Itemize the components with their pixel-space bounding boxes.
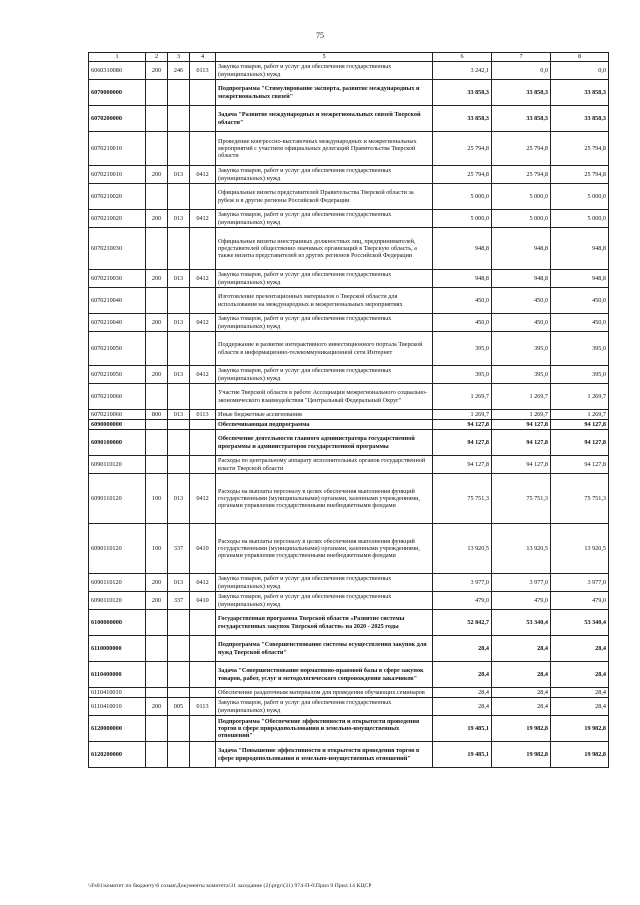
section-code: 0113 <box>190 62 216 80</box>
amount-year-2: 948,8 <box>492 228 551 270</box>
item-name: Иные бюджетные ассигнования <box>216 410 433 420</box>
budget-code: 6120200000 <box>89 742 146 768</box>
amount-year-3: 19 982,8 <box>551 742 609 768</box>
amount-year-2: 28,4 <box>492 688 551 698</box>
item-name: Подпрограмма "Обеспечение эффективности и открытости проведения торгов в сфере природопользования и земельно-имущественных отношений" <box>216 716 433 742</box>
amount-year-2: 94 127,8 <box>492 456 551 474</box>
amount-year-1: 3 242,1 <box>433 62 492 80</box>
section-code: 0412 <box>190 474 216 524</box>
item-name: Задача "Развитие международных и межрегиональных связей Тверской области" <box>216 106 433 132</box>
table-row <box>89 106 609 132</box>
budget-code: 6090110120 <box>89 592 146 610</box>
item-name: Подпрограмма "Совершенствование системы осуществления закупок для нужд Тверской области" <box>216 636 433 662</box>
amount-year-1: 450,0 <box>433 288 492 314</box>
item-name: Расходы по центральному аппарату исполнительных органов государственной власти Тверской области <box>216 456 433 474</box>
budget-code: 6110410010 <box>89 698 146 716</box>
section-code <box>190 288 216 314</box>
budget-code: 6070210010 <box>89 166 146 184</box>
section-code: 0412 <box>190 166 216 184</box>
amount-year-1: 1 269,7 <box>433 384 492 410</box>
expense-type-code: 200 <box>146 62 168 80</box>
amount-year-3: 28,4 <box>551 636 609 662</box>
expense-type-code <box>146 384 168 410</box>
item-name: Закупка товаров, работ и услуг для обеспечения государственных (муниципальных) нужд <box>216 698 433 716</box>
budget-code: 6070210020 <box>89 210 146 228</box>
amount-year-2: 25 794,8 <box>492 166 551 184</box>
department-code: 246 <box>168 62 190 80</box>
item-name: Поддержание и развитие интерактивного инвестиционного портала Тверской области в информационно-телекоммуникационной сети Интернет <box>216 332 433 366</box>
column-header: 4 <box>190 53 216 62</box>
amount-year-2: 3 977,0 <box>492 574 551 592</box>
amount-year-2: 75 751,3 <box>492 474 551 524</box>
amount-year-2: 53 340,4 <box>492 610 551 636</box>
column-header: 6 <box>433 53 492 62</box>
budget-table <box>88 52 609 768</box>
amount-year-1: 94 127,8 <box>433 456 492 474</box>
budget-code: 6070210050 <box>89 332 146 366</box>
amount-year-3: 94 127,8 <box>551 430 609 456</box>
amount-year-3: 948,8 <box>551 228 609 270</box>
section-code <box>190 106 216 132</box>
amount-year-3: 5 000,0 <box>551 184 609 210</box>
item-name: Подпрограмма "Стимулирование экспорта, развитие международных и межрегиональных связей" <box>216 80 433 106</box>
department-code <box>168 420 190 430</box>
budget-code: 6070200000 <box>89 106 146 132</box>
department-code <box>168 132 190 166</box>
amount-year-2: 948,8 <box>492 270 551 288</box>
table-row <box>89 184 609 210</box>
amount-year-2: 25 794,8 <box>492 132 551 166</box>
column-header: 2 <box>146 53 168 62</box>
amount-year-1: 19 485,1 <box>433 716 492 742</box>
page-number: 75 <box>316 31 324 40</box>
department-code: 013 <box>168 410 190 420</box>
item-name: Закупка товаров, работ и услуг для обеспечения государственных (муниципальных) нужд <box>216 210 433 228</box>
amount-year-1: 28,4 <box>433 698 492 716</box>
budget-code: 6090100000 <box>89 430 146 456</box>
budget-code: 6070210030 <box>89 270 146 288</box>
department-code: 005 <box>168 698 190 716</box>
amount-year-1: 3 977,0 <box>433 574 492 592</box>
budget-code: 6120000000 <box>89 716 146 742</box>
amount-year-2: 94 127,8 <box>492 420 551 430</box>
section-code <box>190 132 216 166</box>
budget-code: 6070210020 <box>89 184 146 210</box>
expense-type-code <box>146 80 168 106</box>
department-code: 013 <box>168 210 190 228</box>
amount-year-1: 52 842,7 <box>433 610 492 636</box>
table-row <box>89 384 609 410</box>
amount-year-3: 94 127,8 <box>551 456 609 474</box>
section-code <box>190 420 216 430</box>
item-name: Закупка товаров, работ и услуг для обеспечения государственных (муниципальных) нужд <box>216 270 433 288</box>
amount-year-2: 19 982,8 <box>492 742 551 768</box>
table-row <box>89 698 609 716</box>
item-name: Закупка товаров, работ и услуг для обеспечения государственных (муниципальных) нужд <box>216 366 433 384</box>
budget-code: 6110400000 <box>89 662 146 688</box>
section-code <box>190 384 216 410</box>
item-name: Задача "Совершенствование нормативно-правовой базы в сфере закупок товаров, работ, услуг и методологического сопровождения заказчиков" <box>216 662 433 688</box>
section-code: 0412 <box>190 574 216 592</box>
expense-type-code: 200 <box>146 366 168 384</box>
expense-type-code <box>146 228 168 270</box>
section-code <box>190 610 216 636</box>
table-row <box>89 610 609 636</box>
column-header: 3 <box>168 53 190 62</box>
amount-year-2: 19 982,8 <box>492 716 551 742</box>
budget-code: 6070210060 <box>89 410 146 420</box>
item-name: Расходы на выплаты персоналу в целях обеспечения выполнения функций государственными (муниципальными) органами, казенными учреждениями, органами управления государственными внебюджетными фондами <box>216 474 433 524</box>
item-name: Проведение конгрессно-выставочных международных и межрегиональных мероприятий с участием официальных делегаций Правительства Тверской области <box>216 132 433 166</box>
amount-year-3: 53 340,4 <box>551 610 609 636</box>
section-code <box>190 184 216 210</box>
department-code <box>168 456 190 474</box>
item-name: Закупка товаров, работ и услуг для обеспечения государственных (муниципальных) нужд <box>216 574 433 592</box>
section-code <box>190 430 216 456</box>
table-row <box>89 430 609 456</box>
amount-year-3: 3 977,0 <box>551 574 609 592</box>
expense-type-code: 200 <box>146 698 168 716</box>
amount-year-2: 28,4 <box>492 698 551 716</box>
amount-year-1: 479,0 <box>433 592 492 610</box>
amount-year-1: 94 127,8 <box>433 430 492 456</box>
amount-year-2: 5 000,0 <box>492 210 551 228</box>
table-row <box>89 270 609 288</box>
amount-year-3: 13 920,5 <box>551 524 609 574</box>
amount-year-2: 479,0 <box>492 592 551 610</box>
section-code: 0412 <box>190 366 216 384</box>
column-header: 7 <box>492 53 551 62</box>
budget-code: 6090000000 <box>89 420 146 430</box>
budget-code: 6110410010 <box>89 688 146 698</box>
amount-year-3: 450,0 <box>551 288 609 314</box>
department-code <box>168 688 190 698</box>
amount-year-1: 75 751,3 <box>433 474 492 524</box>
amount-year-1: 28,4 <box>433 636 492 662</box>
table-row <box>89 332 609 366</box>
table-row <box>89 420 609 430</box>
section-code <box>190 228 216 270</box>
amount-year-3: 948,8 <box>551 270 609 288</box>
department-code <box>168 430 190 456</box>
expense-type-code: 200 <box>146 592 168 610</box>
table-row <box>89 716 609 742</box>
table-row <box>89 474 609 524</box>
amount-year-3: 395,0 <box>551 332 609 366</box>
table-row <box>89 456 609 474</box>
file-path-footer: \\Fs01\комитет по бюджету\6 созыв\Документы комитета\31 заседание (2)\prgr\(31) 974-П-6\Прил 9 Прил 14 КЦСР <box>88 883 372 889</box>
table-row <box>89 228 609 270</box>
section-code: 0412 <box>190 270 216 288</box>
budget-code: 6070210060 <box>89 384 146 410</box>
table-row <box>89 288 609 314</box>
amount-year-2: 395,0 <box>492 366 551 384</box>
table-row <box>89 574 609 592</box>
amount-year-1: 25 794,8 <box>433 132 492 166</box>
table-row <box>89 662 609 688</box>
amount-year-3: 0,0 <box>551 62 609 80</box>
expense-type-code <box>146 288 168 314</box>
item-name: Обеспечивающая подпрограмма <box>216 420 433 430</box>
amount-year-2: 1 269,7 <box>492 410 551 420</box>
amount-year-2: 33 858,3 <box>492 80 551 106</box>
budget-code: 6070210040 <box>89 288 146 314</box>
amount-year-1: 948,8 <box>433 228 492 270</box>
expense-type-code <box>146 742 168 768</box>
amount-year-3: 5 000,0 <box>551 210 609 228</box>
amount-year-2: 5 000,0 <box>492 184 551 210</box>
expense-type-code: 200 <box>146 210 168 228</box>
expense-type-code: 200 <box>146 166 168 184</box>
item-name: Обеспечение раздаточным материалом для проведения обучающих семинаров <box>216 688 433 698</box>
department-code <box>168 106 190 132</box>
budget-code: 6090110120 <box>89 524 146 574</box>
section-code <box>190 688 216 698</box>
department-code: 013 <box>168 366 190 384</box>
department-code <box>168 288 190 314</box>
budget-code: 6110000000 <box>89 636 146 662</box>
table-row <box>89 62 609 80</box>
item-name: Задача "Повышение эффективности и открытости проведения торгов в сфере природопользования и земельно-имущественных отношений" <box>216 742 433 768</box>
budget-code: 6070210030 <box>89 228 146 270</box>
budget-code: 6070000000 <box>89 80 146 106</box>
item-name: Государственная программа Тверской области «Развитие системы государственных закупок Тверской области» на 2020 - 2025 годы <box>216 610 433 636</box>
item-name: Закупка товаров, работ и услуг для обеспечения государственных (муниципальных) нужд <box>216 166 433 184</box>
expense-type-code <box>146 184 168 210</box>
amount-year-3: 94 127,8 <box>551 420 609 430</box>
item-name: Закупка товаров, работ и услуг для обеспечения государственных (муниципальных) нужд <box>216 314 433 332</box>
amount-year-2: 28,4 <box>492 636 551 662</box>
department-code <box>168 184 190 210</box>
expense-type-code: 100 <box>146 524 168 574</box>
department-code: 013 <box>168 314 190 332</box>
expense-type-code: 800 <box>146 410 168 420</box>
amount-year-2: 450,0 <box>492 314 551 332</box>
amount-year-2: 395,0 <box>492 332 551 366</box>
section-code: 0412 <box>190 210 216 228</box>
department-code: 337 <box>168 592 190 610</box>
table-row <box>89 688 609 698</box>
budget-code: 6070210010 <box>89 132 146 166</box>
amount-year-1: 33 858,3 <box>433 106 492 132</box>
table-header-row <box>89 53 609 62</box>
amount-year-3: 19 982,8 <box>551 716 609 742</box>
item-name: Закупка товаров, работ и услуг для обеспечения государственных (муниципальных) нужд <box>216 62 433 80</box>
amount-year-3: 28,4 <box>551 698 609 716</box>
amount-year-1: 948,8 <box>433 270 492 288</box>
amount-year-3: 75 751,3 <box>551 474 609 524</box>
budget-code: 6100000000 <box>89 610 146 636</box>
table-row <box>89 742 609 768</box>
department-code: 337 <box>168 524 190 574</box>
section-code <box>190 332 216 366</box>
item-name: Официальные визиты представителей Правительства Тверской области за рубеж и в другие регионы Российской Федерации <box>216 184 433 210</box>
column-header: 8 <box>551 53 609 62</box>
section-code: 0113 <box>190 698 216 716</box>
budget-code: 6090110120 <box>89 474 146 524</box>
item-name: Официальные визиты иностранных должностных лиц, предпринимателей, представителей общественно значимых организаций в Тверскую область, а также визиты представителей из других регионов Российской Федерации <box>216 228 433 270</box>
table-row <box>89 210 609 228</box>
amount-year-2: 94 127,8 <box>492 430 551 456</box>
budget-code: 6070210040 <box>89 314 146 332</box>
expense-type-code <box>146 430 168 456</box>
expense-type-code <box>146 610 168 636</box>
amount-year-1: 5 000,0 <box>433 210 492 228</box>
table-row <box>89 636 609 662</box>
department-code: 013 <box>168 574 190 592</box>
section-code: 0410 <box>190 524 216 574</box>
expense-type-code: 200 <box>146 270 168 288</box>
amount-year-1: 1 269,7 <box>433 410 492 420</box>
amount-year-1: 25 794,8 <box>433 166 492 184</box>
table-row <box>89 410 609 420</box>
section-code <box>190 456 216 474</box>
amount-year-1: 19 485,1 <box>433 742 492 768</box>
item-name: Расходы на выплаты персоналу в целях обеспечения выполнения функций государственными (муниципальными) органами, казенными учреждениями, органами управления государственными внебюджетными фондами <box>216 524 433 574</box>
department-code <box>168 332 190 366</box>
section-code: 0410 <box>190 592 216 610</box>
amount-year-1: 13 920,5 <box>433 524 492 574</box>
department-code: 013 <box>168 474 190 524</box>
department-code <box>168 610 190 636</box>
department-code <box>168 384 190 410</box>
amount-year-1: 28,4 <box>433 662 492 688</box>
amount-year-3: 33 858,3 <box>551 106 609 132</box>
expense-type-code <box>146 132 168 166</box>
amount-year-1: 5 000,0 <box>433 184 492 210</box>
amount-year-3: 33 858,3 <box>551 80 609 106</box>
budget-code: 6070210050 <box>89 366 146 384</box>
section-code: 0412 <box>190 314 216 332</box>
column-header: 1 <box>89 53 146 62</box>
expense-type-code: 200 <box>146 314 168 332</box>
department-code <box>168 716 190 742</box>
section-code <box>190 636 216 662</box>
table-row <box>89 366 609 384</box>
table-row <box>89 132 609 166</box>
department-code: 013 <box>168 270 190 288</box>
expense-type-code <box>146 688 168 698</box>
section-code <box>190 716 216 742</box>
amount-year-3: 1 269,7 <box>551 384 609 410</box>
table-row <box>89 592 609 610</box>
table-row <box>89 314 609 332</box>
section-code <box>190 80 216 106</box>
expense-type-code <box>146 106 168 132</box>
department-code <box>168 636 190 662</box>
department-code <box>168 80 190 106</box>
amount-year-2: 0,0 <box>492 62 551 80</box>
department-code <box>168 662 190 688</box>
amount-year-3: 395,0 <box>551 366 609 384</box>
amount-year-3: 28,4 <box>551 662 609 688</box>
amount-year-3: 450,0 <box>551 314 609 332</box>
table-row <box>89 524 609 574</box>
amount-year-1: 33 858,3 <box>433 80 492 106</box>
section-code <box>190 662 216 688</box>
expense-type-code: 100 <box>146 474 168 524</box>
expense-type-code <box>146 716 168 742</box>
section-code <box>190 742 216 768</box>
expense-type-code <box>146 456 168 474</box>
amount-year-3: 25 794,8 <box>551 132 609 166</box>
budget-code: 6090110120 <box>89 574 146 592</box>
department-code <box>168 742 190 768</box>
amount-year-2: 450,0 <box>492 288 551 314</box>
expense-type-code: 200 <box>146 574 168 592</box>
item-name: Изготовление презентационных материалов о Тверской области для использования на международных и межрегиональных мероприятиях <box>216 288 433 314</box>
amount-year-1: 28,4 <box>433 688 492 698</box>
department-code: 013 <box>168 166 190 184</box>
amount-year-2: 1 269,7 <box>492 384 551 410</box>
item-name: Участие Тверской области в работе Ассоциации межрегионального социально-экономического взаимодействия "Центральный Федеральный Округ" <box>216 384 433 410</box>
expense-type-code <box>146 662 168 688</box>
expense-type-code <box>146 420 168 430</box>
section-code: 0113 <box>190 410 216 420</box>
table-row <box>89 166 609 184</box>
item-name: Закупка товаров, работ и услуг для обеспечения государственных (муниципальных) нужд <box>216 592 433 610</box>
amount-year-2: 33 858,3 <box>492 106 551 132</box>
amount-year-3: 1 269,7 <box>551 410 609 420</box>
amount-year-2: 28,4 <box>492 662 551 688</box>
amount-year-3: 28,4 <box>551 688 609 698</box>
column-header: 5 <box>216 53 433 62</box>
amount-year-2: 13 920,5 <box>492 524 551 574</box>
table-row <box>89 80 609 106</box>
item-name: Обеспечение деятельности главного администратора государственной программы и администраторов государственной программы <box>216 430 433 456</box>
amount-year-1: 395,0 <box>433 366 492 384</box>
amount-year-1: 395,0 <box>433 332 492 366</box>
amount-year-1: 450,0 <box>433 314 492 332</box>
department-code <box>168 228 190 270</box>
budget-code: 6090110120 <box>89 456 146 474</box>
amount-year-3: 25 794,8 <box>551 166 609 184</box>
expense-type-code <box>146 636 168 662</box>
expense-type-code <box>146 332 168 366</box>
budget-code: 6060310080 <box>89 62 146 80</box>
amount-year-1: 94 127,8 <box>433 420 492 430</box>
amount-year-3: 479,0 <box>551 592 609 610</box>
